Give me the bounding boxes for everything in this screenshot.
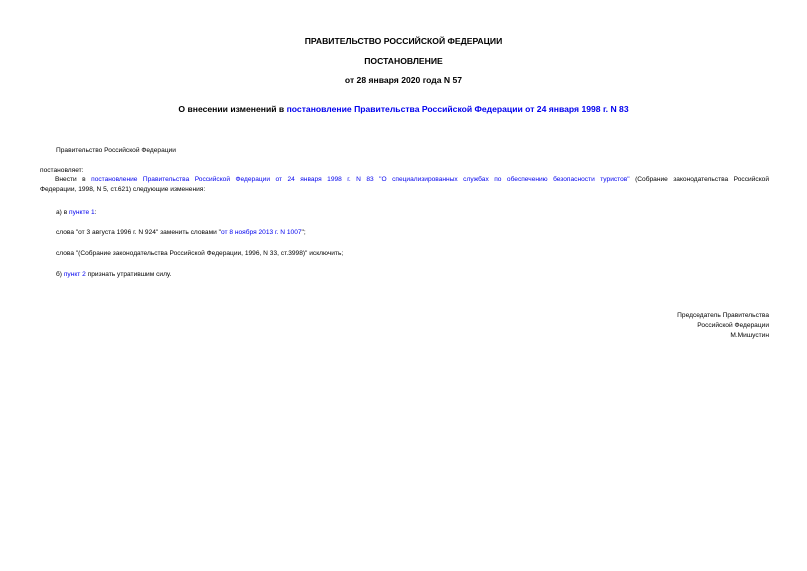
intro-suffix: (Собрание законодательства Российской <box>629 176 769 183</box>
doc-type-heading: ПОСТАНОВЛЕНИЕ <box>364 56 443 66</box>
words-remove-line: слова "(Собрание законодательства Российской Федерации, 1996, N 33, ст.3998)" исключить; <box>56 250 344 257</box>
item-a <box>56 208 96 217</box>
intro-paragraph <box>40 175 769 194</box>
resolves-text: постановляет: <box>40 167 84 174</box>
amended-resolution-link[interactable]: постановление Правительства Российской Федерации от 24 января 1998 г. N 83 "О специализированных службах по обеспечению безопасности туристов" <box>91 176 630 183</box>
intro-line-1 <box>40 175 769 185</box>
item-b-prefix: б) <box>56 271 64 278</box>
item-a-link[interactable]: пункте 1 <box>69 209 95 216</box>
intro-prefix: Внести в <box>55 176 92 183</box>
item-a-prefix: а) в <box>56 209 70 216</box>
words-replace-line <box>56 228 306 237</box>
signature-name: М.Мишустин <box>730 332 769 339</box>
words-1-suffix: "; <box>301 229 306 236</box>
item-b-suffix: признать утратившим силу. <box>85 271 172 278</box>
authority-text: Правительство Российской Федерации <box>56 147 176 154</box>
signature-position-2: Российской Федерации <box>697 322 769 329</box>
date-number-heading: от 28 января 2020 года N 57 <box>344 75 463 85</box>
item-b <box>56 270 171 279</box>
title-link[interactable]: постановление Правительства Российской Федерации от 24 января 1998 г. N 83 <box>286 104 629 114</box>
signature-position-1: Председатель Правительства <box>677 312 769 319</box>
item-a-suffix: : <box>94 209 97 216</box>
intro-line-2: Федерации, 1998, N 5, ст.621) следующие изменения: <box>40 185 206 193</box>
title-prefix: О внесении изменений в <box>178 104 287 114</box>
government-heading: ПРАВИТЕЛЬСТВО РОССИЙСКОЙ ФЕДЕРАЦИИ <box>304 36 503 46</box>
words-1-prefix: слова "от 3 августа 1996 г. N 924" заменить словами " <box>56 229 221 236</box>
document-title <box>0 104 807 115</box>
words-1-link[interactable]: от 8 ноября 2013 г. N 1007 <box>220 229 302 236</box>
item-b-link[interactable]: пункт 2 <box>63 271 86 278</box>
